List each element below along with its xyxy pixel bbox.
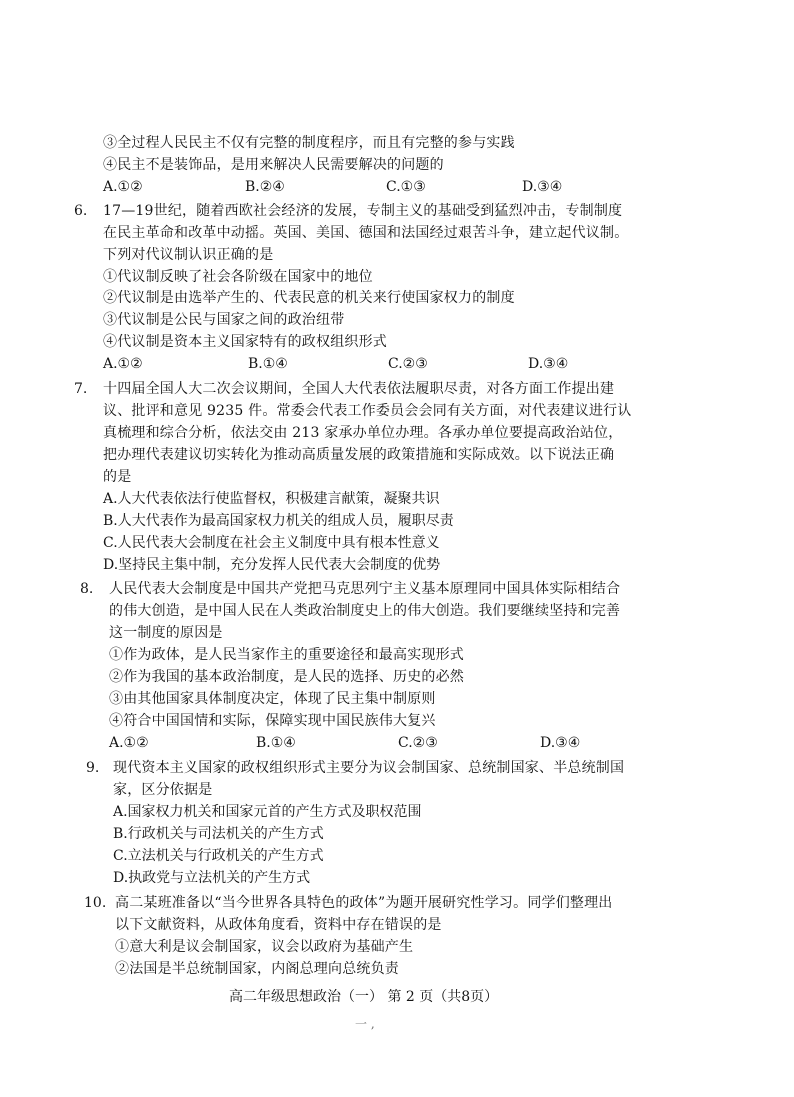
q9-number: 9. [86,760,100,776]
q9-line-1: 现代资本主义国家的政权组织形式主要分为议会制国家、总统制国家、半总统制国 [113,760,625,776]
q8-line-1: 人民代表大会制度是中国共产党把马克思列宁主义基本原理同中国具体实际相结合 [109,581,621,597]
q9-option-d: D.执政党与立法机关的产生方式 [113,870,311,886]
q10-number: 10. [84,895,107,911]
q10-line-1: 高二某班准备以“当今世界各具特色的政体”为题开展研究性学习。同学们整理出 [115,895,613,911]
q6-option-c: C.②③ [388,356,428,372]
q9-option-a: A.国家权力机关和国家元首的产生方式及职权范围 [113,804,422,820]
q6-item-1: ①代议制反映了社会各阶级在国家中的地位 [103,269,373,285]
q8-option-a: A.①② [109,735,149,751]
q6-option-d: D.③④ [528,356,569,372]
q7-line-1: 十四届全国人大二次会议期间，全国人大代表依法履职尽责，对各方面工作提出建 [103,381,615,397]
q6-line-2: 在民主革命和改革中动摇。英国、美国、德国和法国经过艰苦斗争，建立起代议制。 [103,225,629,241]
q6-item-4: ④代议制是资本主义国家特有的政权组织形式 [103,334,387,350]
q8-option-b: B.①④ [256,735,296,751]
q9-option-b: B.行政机关与司法机关的产生方式 [113,826,324,842]
q5-line-4: ④民主不是装饰品，是用来解决人民需要解决的问题的 [103,157,444,173]
q6-item-2: ②代议制是由选举产生的、代表民意的机关来行使国家权力的制度 [103,290,515,306]
q5-option-d: D.③④ [522,179,563,195]
q8-item-1: ①作为政体，是人民当家作主的重要途径和最高实现形式 [109,647,464,663]
q8-option-d: D.③④ [540,735,581,751]
q9-option-c: C.立法机关与行政机关的产生方式 [113,848,324,864]
q7-option-c: C.人民代表大会制度在社会主义制度中具有根本性意义 [103,535,440,551]
q6-option-a: A.①② [103,356,143,372]
q7-option-d: D.坚持民主集中制，充分发挥人民代表大会制度的优势 [103,557,441,573]
q8-line-2: 的伟大创造，是中国人民在人类政治制度史上的伟大创造。我们要继续坚持和完善 [109,603,621,619]
q5-option-c: C.①③ [386,179,426,195]
q7-option-a: A.人大代表依法行使监督权，积极建言献策，凝聚共识 [103,491,440,507]
q6-item-3: ③代议制是公民与国家之间的政治纽带 [103,312,345,328]
q6-line-3: 下列对代议制认识正确的是 [103,247,274,263]
q8-item-2: ②作为我国的基本政治制度，是人民的选择、历史的必然 [109,669,464,685]
q10-line-2: 以下文献资料，从政体角度看，资料中存在错误的是 [115,917,442,933]
q8-item-4: ④符合中国国情和实际，保障实现中国民族伟大复兴 [109,713,436,729]
q6-number: 6. [74,203,88,219]
q6-line-1: 17—19世纪，随着西欧社会经济的发展，专制主义的基础受到猛烈冲击，专制制度 [103,203,623,219]
q6-option-b: B.①④ [248,356,288,372]
q5-line-3: ③全过程人民民主不仅有完整的制度程序，而且有完整的参与实践 [103,135,515,151]
q8-number: 8. [80,581,94,597]
q8-line-3: 这一制度的原因是 [109,625,223,641]
q7-number: 7. [74,381,88,397]
q7-line-3: 真梳理和综合分析，依法交由 213 家承办单位办理。各承办单位要提高政治站位， [103,425,623,441]
q5-option-a: A.①② [103,179,143,195]
page-footer: 高二年级思想政治（一） 第 2 页（共8页） [229,989,499,1005]
q9-line-2: 家，区分依据是 [113,782,213,798]
q10-item-2: ②法国是半总统制国家，内阁总理向总统负责 [115,961,399,977]
q8-item-3: ③由其他国家具体制度决定，体现了民主集中制原则 [109,691,436,707]
q7-line-4: 把办理代表建议切实转化为推动高质量发展的政策措施和实际成效。以下说法正确 [103,447,615,463]
q5-option-b: B.②④ [245,179,285,195]
bottom-mark: 一 , [355,1017,375,1031]
q7-option-b: B.人大代表作为最高国家权力机关的组成人员，履职尽责 [103,513,454,529]
q7-line-2: 议、批评和意见 9235 件。常委会代表工作委员会会同有关方面，对代表建议进行认 [103,403,632,419]
q7-line-5: 的是 [103,469,132,485]
q10-item-1: ①意大利是议会制国家，议会以政府为基础产生 [115,939,414,955]
q8-option-c: C.②③ [398,735,438,751]
